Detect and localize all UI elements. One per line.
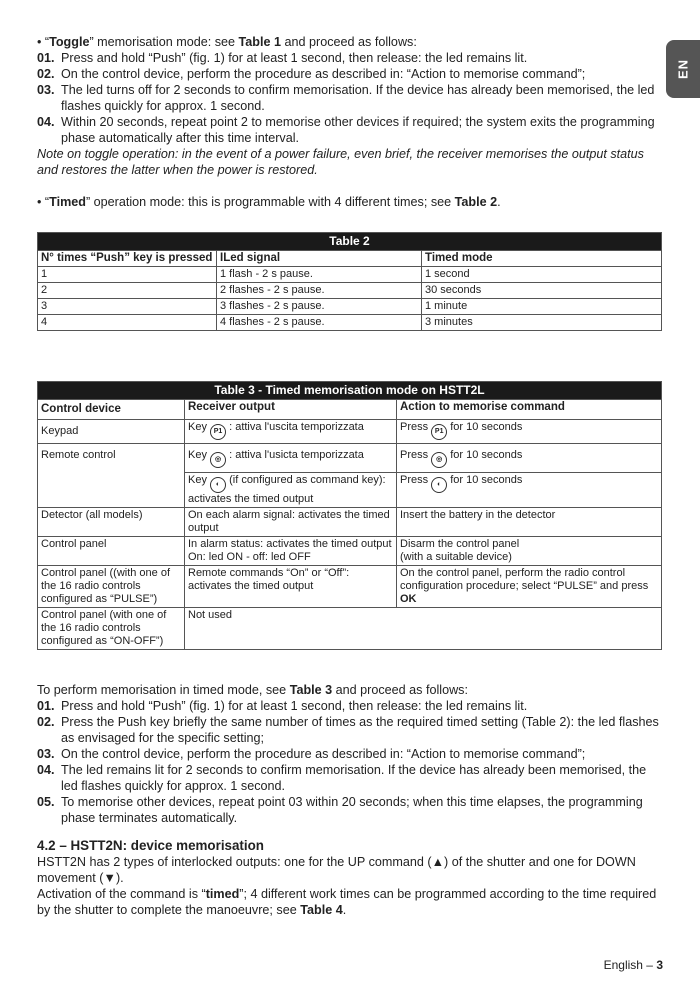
language-tab: EN	[666, 40, 700, 98]
table-row: Detector (all models) On each alarm signal: activates the timed output Insert the battery in the detector	[38, 508, 662, 537]
table-row: Key ◐ (if configured as command key): activates the timed output Press ◐ for 10 seconds	[38, 473, 662, 508]
table-row: Control panel In alarm status: activates the timed output On: led ON - off: led OFF Disarm the control panel (with a suitable device)	[38, 537, 662, 566]
procedure-steps	[37, 698, 662, 826]
step-item: 01. Press and hold “Push” (fig. 1) for at least 1 second, then release: the led remains lit.	[37, 51, 528, 65]
procedure-intro: To perform memorisation in timed mode, see Table 3 and proceed as follows:	[37, 683, 468, 697]
p1-key-icon: P1	[431, 424, 447, 440]
table-2	[37, 232, 662, 331]
table-3	[37, 381, 662, 650]
remote-button-icon: ◎	[431, 452, 447, 468]
remote-half-button-icon: ◐	[210, 477, 226, 493]
step-item: 04. Within 20 seconds, repeat point 2 to memorise other devices if required; the system exits the programming phase automatically after this time interval.	[37, 115, 655, 145]
toggle-steps	[37, 50, 662, 146]
page-content	[37, 34, 662, 918]
page-footer: English – 3	[603, 958, 663, 972]
table-header: N° times “Push” key is pressed ILed signal Timed mode	[38, 251, 662, 267]
remote-half-button-icon: ◐	[431, 477, 447, 493]
toggle-intro: • “Toggle” memorisation mode: see Table 1 and proceed as follows:	[37, 35, 417, 49]
timed-intro: • “Timed” operation mode: this is programmable with 4 different times; see Table 2.	[37, 195, 501, 209]
table-row: Control panel (with one of the 16 radio controls configured as “ON-OFF”) Not used	[38, 608, 662, 650]
table-title: Table 3 - Timed memorisation mode on HSTT2L	[38, 382, 662, 400]
section-paragraph: HSTT2N has 2 types of interlocked outputs: one for the UP command (▲) of the shutter and one for DOWN movement (▼).	[37, 855, 636, 885]
table-row: Remote control Key ◎ : attiva l'usicta temporizzata Press ◎ for 10 seconds	[38, 444, 662, 473]
step-item: 02. Press the Push key briefly the same number of times as the required timed setting (Table 2): the led flashes as envisaged for the specific setting;	[37, 715, 659, 745]
toggle-note: Note on toggle operation: in the event of a power failure, even brief, the receiver memorises the output status and restores the latter when the power is restored.	[37, 147, 644, 177]
table-row: 1 1 flash - 2 s pause. 1 second	[38, 267, 662, 283]
step-item: 04. The led remains lit for 2 seconds to confirm memorisation. If the device has already been memorised, the led flashes quickly for approx. 1 second.	[37, 763, 647, 793]
table-row: 2 2 flashes - 2 s pause. 30 seconds	[38, 283, 662, 299]
table-row: 4 4 flashes - 2 s pause. 3 minutes	[38, 315, 662, 331]
step-item: 02. On the control device, perform the procedure as described in: “Action to memorise command”;	[37, 67, 586, 81]
section-heading: 4.2 – HSTT2N: device memorisation	[37, 838, 264, 853]
table-row: 3 3 flashes - 2 s pause. 1 minute	[38, 299, 662, 315]
section-paragraph: Activation of the command is “timed”; 4 different work times can be programmed according to the time required by the shutter to complete the manoeuvre; see Table 4.	[37, 887, 657, 917]
step-item: 03. On the control device, perform the procedure as described in: “Action to memorise command”;	[37, 747, 586, 761]
step-item: 01. Press and hold “Push” (fig. 1) for at least 1 second, then release: the led remains lit.	[37, 699, 528, 713]
table-header: Control device Receiver output Action to memorise command	[38, 400, 662, 420]
p1-key-icon: P1	[210, 424, 226, 440]
step-item: 03. The led turns off for 2 seconds to confirm memorisation. If the device has already been memorised, the led flashes quickly for approx. 1 second.	[37, 83, 655, 113]
table-row: Keypad Key P1 : attiva l'uscita temporizzata Press P1 for 10 seconds	[38, 420, 662, 444]
table-title: Table 2	[38, 233, 662, 251]
table-row: Control panel ((with one of the 16 radio controls configured as “PULSE”) Remote commands “On” or “Off”: activates the timed output On the control panel, perform the radio control configuration procedure; select “PULSE” and press OK	[38, 566, 662, 608]
step-item: 05. To memorise other devices, repeat point 03 within 20 seconds; when this time elapses, the programming phase terminates automatically.	[37, 795, 643, 825]
remote-button-icon: ◎	[210, 452, 226, 468]
